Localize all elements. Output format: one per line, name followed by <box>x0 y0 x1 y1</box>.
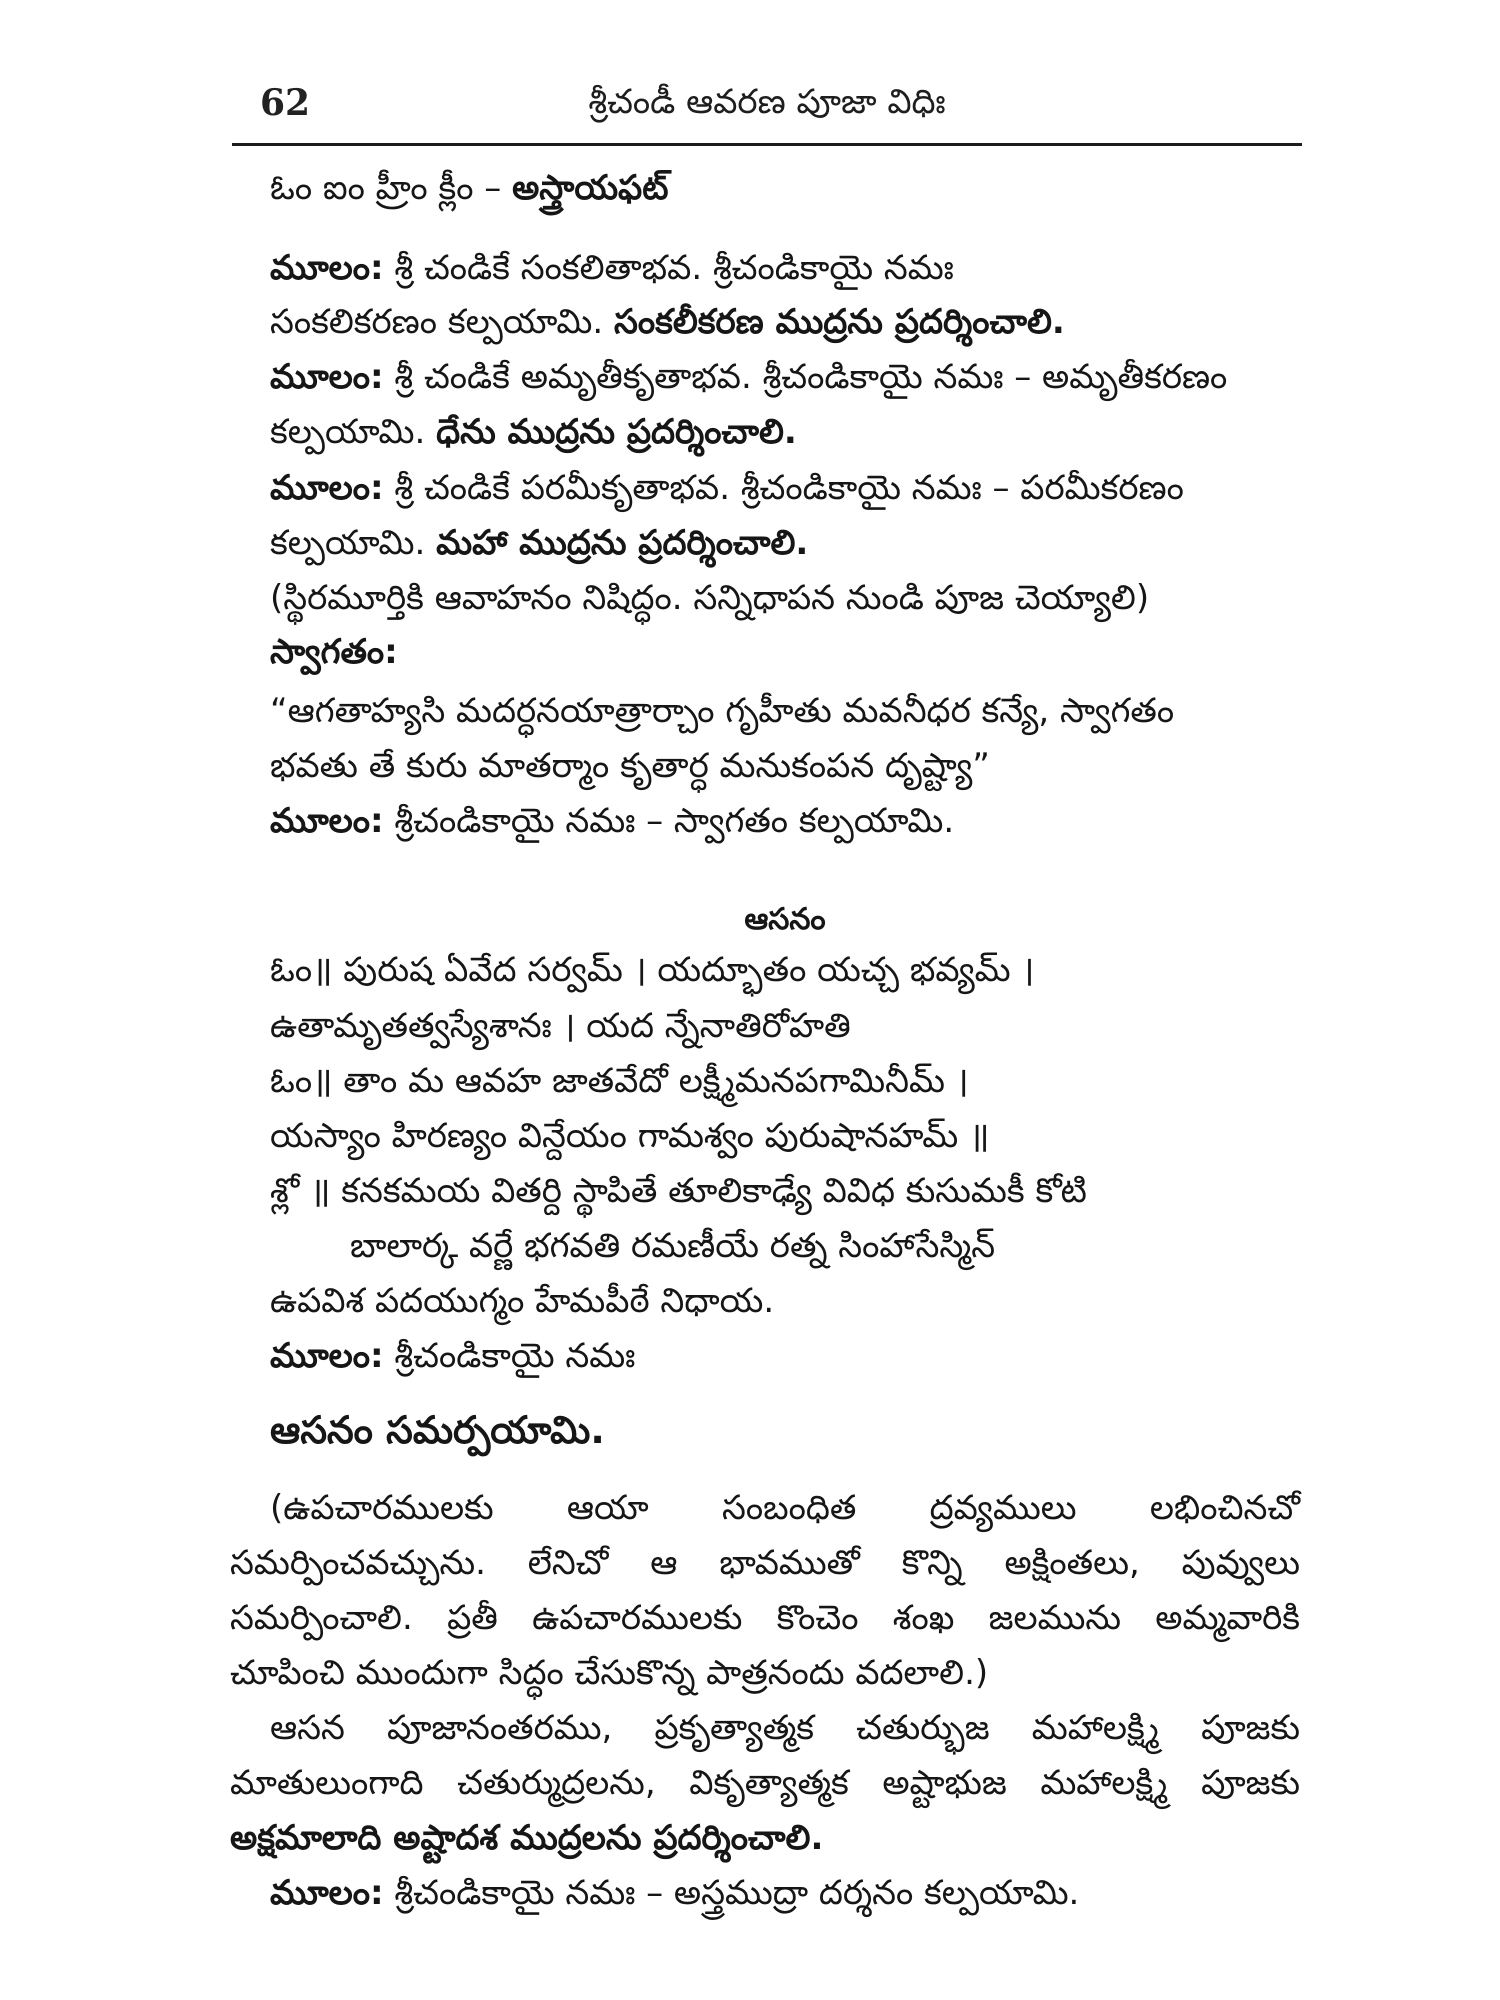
text-line: మూలం: శ్రీ చండికే అమృతీకృతాభవ. శ్రీచండికాయై నమః – అమృతీకరణం <box>270 357 1228 397</box>
mulam-label: మూలం: <box>270 1336 384 1376</box>
paragraph-line: (ఉపచారములకు ఆయా సంబంధిత ద్రవ్యములు లభించినచో <box>270 1488 1300 1528</box>
mulam-label: మూలం: <box>270 801 384 841</box>
mulam-label: మూలం: <box>270 248 384 288</box>
text-line: కల్పయామి. ధేను ముద్రను ప్రదర్శించాలి. <box>270 412 797 452</box>
text-line: (స్థిరమూర్తికి ఆవాహనం నిషిద్ధం. సన్నిధాపన నుండి పూజ చెయ్యాలి) <box>270 578 1150 618</box>
text-line: సంకలికరణం కల్పయామి. సంకలీకరణ ముద్రను ప్రదర్శించాలి. <box>270 302 1065 342</box>
asanam-offer-line: ఆసనం సమర్పయామి. <box>270 1408 605 1452</box>
paragraph-line: మాతులుంగాది చతుర్ముద్రలను, వికృత్యాత్మక అష్టాభుజ మహాలక్ష్మి పూజకు <box>230 1763 1300 1803</box>
paragraph-line: సమర్పించవచ్చును. లేనిచో ఆ భావముతో కొన్ని అక్షింతలు, పువ్వులు <box>230 1543 1300 1583</box>
verse-line: భవతు తే కురు మాతర్మాం కృతార్ధ మనుకంపన దృష్ట్యా” <box>270 746 990 786</box>
text-line: ఓం ఐం హ్రీం క్లీం – అస్త్రాయఫట్ <box>270 168 669 208</box>
paragraph-line: చూపించి ముందుగా సిద్ధం చేసుకొన్న పాత్రనందు వదలాలి.) <box>230 1653 989 1693</box>
verse-line: బాలార్క వర్ణే భగవతి రమణీయే రత్న సింహాసేస్మిన్ <box>350 1226 996 1266</box>
section-heading: ఆసనం <box>744 902 826 937</box>
paragraph-line: ఆసన పూజానంతరము, ప్రకృత్యాత్మక చతుర్భుజ మహాలక్ష్మి పూజకు <box>270 1708 1300 1748</box>
running-title: శ్రీచండీ ఆవరణ పూజా విధిః <box>588 82 946 122</box>
verse-line: ఉపవిశ పదయుగ్మం హేమపీఠే నిధాయ. <box>270 1281 775 1321</box>
mulam-label: మూలం: <box>270 357 384 397</box>
swagatam-heading: స్వాగతం: <box>270 632 398 672</box>
verse-line: ఓం॥ పురుష ఏవేద సర్వమ్ । యద్భూతం యచ్చ భవ్యమ్ । <box>270 950 1035 990</box>
text-line: మూలం: శ్రీ చండికే సంకలితాభవ. శ్రీచండికాయై నమః <box>270 248 954 288</box>
paragraph-line: అక్షమాలాది అష్టాదశ ముద్రలను ప్రదర్శించాలి. <box>230 1818 824 1858</box>
verse-line: “ఆగతాహ్యసి మదర్ధనయాత్రార్చాం గృహీతు మవనీధర కన్యే, స్వాగతం <box>270 691 1175 731</box>
paragraph-line: సమర్పించాలి. ప్రతీ ఉపచారములకు కొంచెం శంఖ జలమును అమ్మవారికి <box>230 1598 1300 1638</box>
verse-line: యస్యాం హిరణ్యం విన్దేయం గామశ్వం పురుషానహమ్ ॥ <box>270 1116 990 1156</box>
header-rule <box>232 143 1302 146</box>
verse-line: శ్లో ॥ కనకమయ వితర్ది స్థాపితే తూలికాఢ్యే వివిధ కుసుమకీ కోటి <box>270 1171 1087 1211</box>
page-number: 62 <box>260 82 311 124</box>
text-line: మూలం: శ్రీచండికాయై నమః <box>270 1336 636 1376</box>
text-line: మూలం: శ్రీచండికాయై నమః – అస్త్రముద్రా దర్శనం కల్పయామి. <box>270 1873 1080 1913</box>
verse-line: ఓం॥ తాం మ ఆవహ జాతవేదో లక్ష్మీమనపగామినీమ్ । <box>270 1061 969 1101</box>
verse-line: ఉతామృతత్వస్యేశానః । యద న్నేనాతిరోహతి <box>270 1006 851 1046</box>
text-line: మూలం: శ్రీచండికాయై నమః – స్వాగతం కల్పయామి. <box>270 801 955 841</box>
page-header <box>232 70 1302 140</box>
text-line: మూలం: శ్రీ చండికే పరమీకృతాభవ. శ్రీచండికాయై నమః – పరమీకరణం <box>270 468 1184 508</box>
text-line: కల్పయామి. మహా ముద్రను ప్రదర్శించాలి. <box>270 523 809 563</box>
mulam-label: మూలం: <box>270 468 384 508</box>
mulam-label: మూలం: <box>270 1873 384 1913</box>
